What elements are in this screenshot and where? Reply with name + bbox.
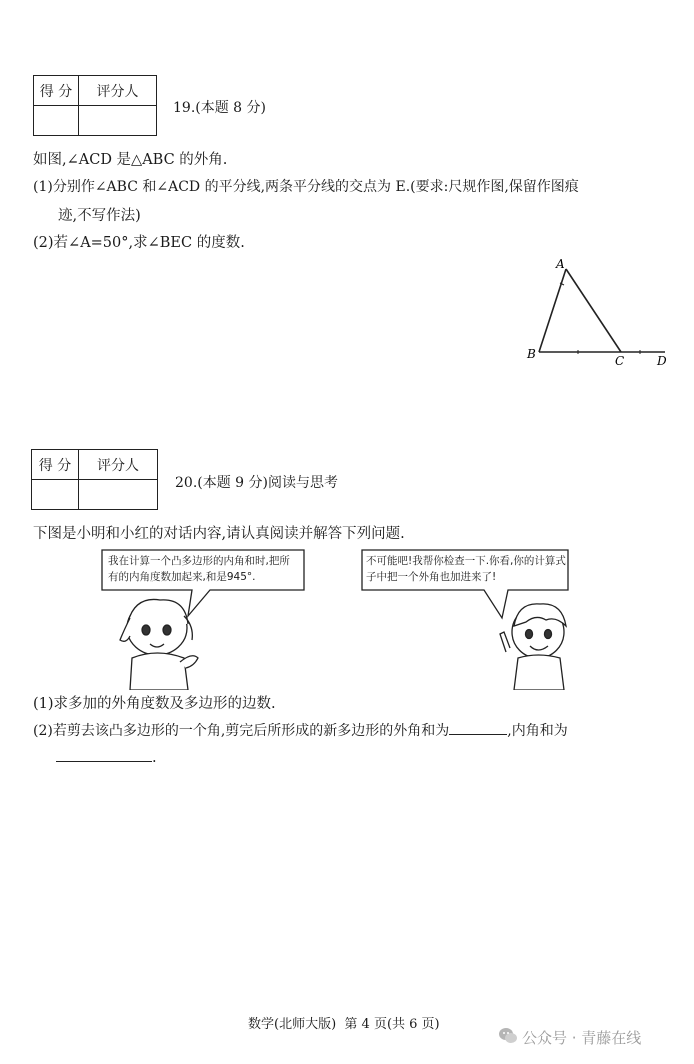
q20-part2-line1	[33, 720, 568, 740]
wechat-icon	[498, 1026, 518, 1046]
q20-intro: 下图是小明和小红的对话内容,请认真阅读并解答下列问题.	[33, 526, 405, 542]
label-d: D	[657, 354, 667, 368]
page-footer: 数学(北师大版) 第 4 页(共 6 页)	[248, 1017, 440, 1032]
grader-header: 评分人	[79, 450, 158, 480]
right-bubble-text	[366, 553, 566, 585]
girl-figure	[120, 599, 198, 690]
q19-score-table	[33, 75, 157, 136]
q19-part2: (2)若∠A=50°,求∠BEC 的度数.	[33, 235, 245, 251]
q20-part2-line2	[56, 748, 157, 766]
q19-part1-line2: 迹,不写作法)	[58, 208, 141, 224]
side-ac	[566, 269, 621, 352]
score-cell	[32, 480, 79, 510]
q20-part2-text-b: ,内角和为	[507, 723, 568, 739]
q20-score-table	[31, 449, 158, 510]
right-bubble-line2: 子中把一个外角也加进来了!	[366, 571, 497, 583]
q20-part1: (1)求多加的外角度数及多边形的边数.	[33, 696, 276, 712]
watermark-text: 公众号 · 青藤在线	[522, 1029, 642, 1047]
q20-part2-text-a: (2)若剪去该凸多边形的一个角,剪完后所形成的新多边形的外角和为	[33, 723, 450, 739]
left-bubble-text	[108, 553, 290, 585]
label-a: A	[556, 257, 565, 271]
answer-blank-interior-sum[interactable]	[56, 748, 152, 762]
label-b: B	[527, 347, 536, 361]
score-header: 得 分	[34, 76, 79, 106]
side-ab	[539, 269, 566, 352]
triangle-figure	[515, 255, 675, 370]
grader-header: 评分人	[79, 76, 157, 106]
label-c: C	[615, 354, 625, 368]
left-bubble-line2: 有的内角度数加起来,和是945°.	[108, 571, 256, 583]
q20-part2-end: .	[152, 750, 157, 766]
q19-part1-line1: (1)分别作∠ABC 和∠ACD 的平分线,两条平分线的交点为 E.(要求:尺规作图,保留作图痕	[33, 179, 579, 195]
score-cell	[34, 106, 79, 136]
score-header: 得 分	[32, 450, 79, 480]
wechat-icon-svg	[498, 1026, 518, 1046]
grader-cell	[79, 106, 157, 136]
left-bubble-line1: 我在计算一个凸多边形的内角和时,把所	[108, 555, 290, 567]
q19-title: 19.(本题 8 分)	[173, 100, 266, 116]
q20-title: 20.(本题 9 分)阅读与思考	[175, 475, 338, 491]
boy-figure	[500, 604, 566, 690]
answer-blank-exterior-sum[interactable]	[449, 721, 507, 735]
grader-cell	[79, 480, 158, 510]
right-bubble-line1: 不可能吧!我帮你检查一下.你看,你的计算式	[366, 555, 566, 567]
q19-intro: 如图,∠ACD 是△ABC 的外角.	[33, 152, 228, 168]
